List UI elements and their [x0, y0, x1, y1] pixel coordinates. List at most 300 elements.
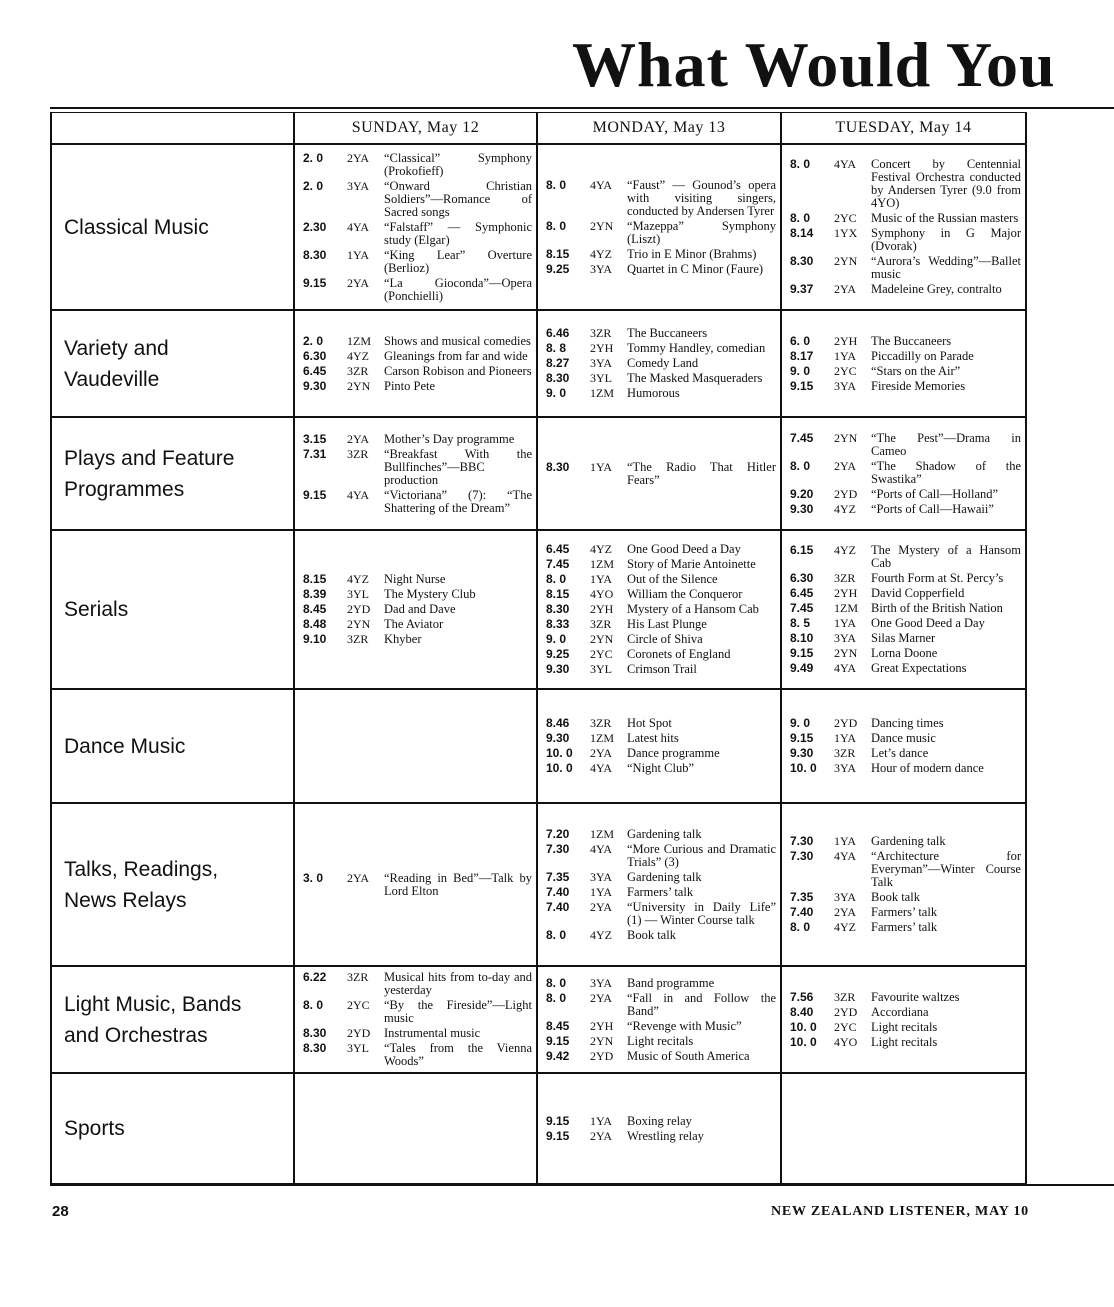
entry-station: 4YZ: [834, 920, 856, 934]
programme-entry: [303, 1027, 536, 1040]
entry-station: 4YA: [834, 661, 857, 675]
page-number: 28: [52, 1203, 69, 1220]
entry-description: “Reading in Bed”—Talk by Lord Elton: [384, 870, 532, 898]
category-cell: [52, 1074, 295, 1185]
entry-station: 2YA: [347, 431, 370, 446]
entry-station: 2YD: [834, 486, 858, 501]
programme-cell-tuesday: [782, 145, 1027, 311]
programme-entry: [546, 263, 780, 276]
entry-time: 9.30: [790, 746, 814, 760]
entry-time: 7.45: [790, 601, 814, 615]
entry-description: Music of the Russian masters: [871, 211, 1019, 225]
entry-description: “Ports of Call—Holland”: [871, 486, 999, 501]
programme-entry: [790, 747, 1025, 760]
entry-station: 2YA: [590, 746, 613, 760]
programme-entry: [303, 180, 536, 219]
entry-time: 8.15: [546, 246, 570, 261]
entry-station: 2YD: [347, 1026, 371, 1040]
programme-entry: [546, 871, 780, 884]
entry-station: 1YA: [590, 572, 613, 586]
category-label: Light Music, Bands: [64, 992, 242, 1016]
entry-time: 9.15: [546, 1113, 570, 1128]
entry-description: Farmers’ talk: [871, 905, 938, 919]
programme-entry: [790, 921, 1025, 934]
entry-description: Coronets of England: [627, 647, 731, 661]
entry-time: 8. 0: [790, 920, 811, 934]
entry-description: Concert by Centennial Festival Orchestra conducted by Andersen Tyrer (9.0 from 4YO): [871, 157, 1021, 210]
entry-description: The Mystery of a Hansom Cab: [871, 543, 1021, 570]
entry-station: 1ZM: [590, 557, 614, 571]
entry-station: 3ZR: [347, 363, 369, 378]
entry-description: Humorous: [627, 386, 680, 400]
entry-description: Shows and musical comedies: [384, 333, 531, 348]
entry-description: Favourite waltzes: [871, 989, 960, 1004]
entry-description: Book talk: [871, 890, 920, 904]
programme-entry: [546, 886, 780, 899]
programme-entry: [790, 283, 1025, 296]
entry-time: 8. 8: [546, 341, 567, 355]
programme-entry: [790, 1021, 1025, 1034]
entry-time: 6.22: [303, 970, 327, 984]
entry-time: 8. 0: [790, 458, 811, 473]
entry-time: 10. 0: [546, 761, 573, 775]
entry-time: 8.30: [303, 1026, 327, 1040]
entry-time: 7.31: [303, 446, 327, 461]
programme-entry: [790, 350, 1025, 363]
entry-station: 3YA: [590, 869, 613, 884]
programme-entry: [790, 850, 1025, 889]
entry-time: 10. 0: [790, 761, 817, 775]
page-headline: What Would You: [572, 29, 1056, 100]
entry-time: 9. 0: [790, 363, 811, 378]
category-label: Dance Music: [64, 734, 186, 758]
programme-cell-monday: [538, 311, 782, 418]
programme-entry: [303, 335, 536, 348]
entry-time: 9.25: [546, 261, 570, 276]
entry-description: Light recitals: [871, 1034, 938, 1049]
entry-time: 8.14: [790, 226, 814, 240]
programme-cell-monday: [538, 145, 782, 311]
programme-entry: [790, 212, 1025, 225]
entry-station: 2YA: [834, 458, 857, 473]
entry-station: 2YD: [834, 716, 858, 730]
programme-entry: [303, 588, 536, 601]
programme-entry: [546, 717, 780, 730]
entry-description: “The Radio That Hitler Fears”: [627, 459, 776, 487]
entry-time: 8. 5: [790, 616, 811, 630]
entry-description: David Copperfield: [871, 586, 965, 600]
entry-station: 3ZR: [834, 571, 856, 585]
entry-station: 3YA: [590, 356, 613, 370]
entry-station: 1ZM: [590, 826, 614, 841]
entry-time: 8.30: [790, 254, 814, 268]
entry-station: 2YA: [590, 990, 613, 1005]
entry-station: 2YC: [834, 211, 857, 225]
entry-time: 8.15: [303, 572, 327, 586]
category-label: Classical Music: [64, 215, 209, 239]
entry-description: Latest hits: [627, 731, 679, 745]
entry-time: 8.27: [546, 356, 570, 370]
programme-entry: [303, 380, 536, 393]
entry-time: 8.15: [546, 587, 570, 601]
entry-station: 1ZM: [834, 601, 858, 615]
programme-entry: [546, 977, 780, 990]
entry-station: 3YL: [347, 1041, 369, 1055]
programme-entry: [546, 732, 780, 745]
entry-description: Dad and Dave: [384, 602, 456, 616]
programme-entry: [790, 158, 1025, 210]
programme-cell-monday: [538, 531, 782, 690]
entry-station: 2YC: [834, 1019, 857, 1034]
entry-description: “Fall in and Follow the Band”: [627, 990, 776, 1018]
entry-time: 9. 0: [546, 632, 567, 646]
programme-entry: [546, 387, 780, 400]
entry-time: 9.49: [790, 661, 814, 675]
entry-station: 1ZM: [590, 731, 614, 745]
entry-station: 3ZR: [834, 989, 856, 1004]
entry-description: “Aurora’s Wedding”—Ballet music: [871, 254, 1021, 281]
entry-time: 7.45: [790, 430, 814, 445]
entry-description: Dance music: [871, 731, 936, 745]
entry-description: “Faust” — Gounod’s opera with visiting singers, conducted by Andersen Tyrer: [627, 177, 776, 218]
entry-station: 4YZ: [590, 246, 612, 261]
entry-time: 7.30: [790, 834, 814, 848]
programme-entry: [546, 1035, 780, 1048]
entry-station: 4YA: [834, 157, 857, 171]
entry-time: 6.45: [546, 542, 570, 556]
programme-cell-tuesday: [782, 967, 1027, 1074]
entry-description: “King Lear” Overture (Berlioz): [384, 247, 532, 275]
entry-time: 6.46: [546, 326, 570, 340]
category-cell: [52, 145, 295, 311]
entry-station: 3ZR: [347, 632, 369, 646]
entry-time: 10. 0: [790, 1019, 817, 1034]
entry-description: Boxing relay: [627, 1113, 692, 1128]
programme-entry: [546, 248, 780, 261]
programme-entry: [546, 179, 780, 218]
entry-time: 7.40: [790, 905, 814, 919]
programme-entry: [303, 573, 536, 586]
bottom-rule: [50, 1184, 1114, 1186]
programme-cell-tuesday: [782, 531, 1027, 690]
entry-description: Hot Spot: [627, 716, 672, 730]
entry-description: Symphony in G Major (Dvorak): [871, 226, 1021, 253]
entry-station: 1YA: [834, 616, 857, 630]
programme-entry: [790, 335, 1025, 348]
day-header-sunday: SUNDAY, May 12: [295, 113, 538, 145]
programme-cell-monday: [538, 418, 782, 531]
entry-time: 8.30: [303, 1041, 327, 1055]
programme-entry: [546, 543, 780, 556]
programme-entry: [546, 828, 780, 841]
entry-description: Instrumental music: [384, 1026, 481, 1040]
entry-description: Pinto Pete: [384, 378, 436, 393]
entry-description: Mother’s Day programme: [384, 431, 515, 446]
entry-description: Musical hits from to-day and yesterday: [384, 970, 532, 997]
entry-description: Piccadilly on Parade: [871, 348, 974, 363]
entry-station: 4YZ: [590, 542, 612, 556]
entry-time: 8. 0: [790, 211, 811, 225]
programme-entry: [546, 929, 780, 942]
entry-time: 8.39: [303, 587, 327, 601]
entry-station: 2YN: [347, 378, 371, 393]
entry-description: Mystery of a Hansom Cab: [627, 602, 759, 616]
entry-description: Out of the Silence: [627, 572, 718, 586]
entry-time: 6.30: [303, 348, 327, 363]
entry-time: 10. 0: [790, 1034, 817, 1049]
programme-cell-sunday: [295, 1074, 538, 1185]
entry-time: 9.30: [790, 501, 814, 516]
entry-description: Hour of modern dance: [871, 761, 984, 775]
entry-station: 1YA: [590, 1113, 613, 1128]
entry-station: 3ZR: [347, 446, 369, 461]
programme-entry: [546, 663, 780, 676]
entry-time: 7.45: [546, 557, 570, 571]
entry-time: 6.45: [790, 586, 814, 600]
entry-station: 4YA: [347, 219, 370, 234]
category-label: Vaudeville: [64, 367, 160, 391]
entry-time: 8.45: [303, 602, 327, 616]
programme-entry: [303, 489, 536, 515]
programme-entry: [790, 503, 1025, 516]
programme-entry: [790, 662, 1025, 675]
programme-entry: [790, 227, 1025, 253]
entry-description: “Revenge with Music”: [627, 1018, 742, 1033]
programme-entry: [303, 249, 536, 275]
entry-station: 1YX: [834, 226, 858, 240]
entry-description: Book talk: [627, 927, 676, 942]
entry-description: Let’s dance: [871, 746, 929, 760]
entry-station: 2YN: [590, 632, 614, 646]
entry-time: 9.30: [546, 731, 570, 745]
category-label: Variety and: [64, 336, 169, 360]
entry-description: “Architecture for Everyman”—Winter Course Talk: [871, 849, 1021, 889]
programme-entry: [790, 587, 1025, 600]
entry-description: “Stars on the Air”: [871, 363, 961, 378]
category-label: Serials: [64, 598, 129, 621]
entry-time: 7.30: [546, 841, 570, 856]
entry-station: 1YA: [590, 459, 613, 474]
entry-station: 2YH: [590, 1018, 614, 1033]
entry-description: “Ports of Call—Hawaii”: [871, 501, 994, 516]
programme-cell-tuesday: [782, 1074, 1027, 1185]
entry-description: “Tales from the Vienna Woods”: [384, 1041, 532, 1068]
programme-entry: [303, 999, 536, 1025]
programme-cell-sunday: [295, 531, 538, 690]
entry-description: Light recitals: [871, 1019, 938, 1034]
entry-time: 8. 0: [790, 157, 811, 171]
entry-description: The Aviator: [384, 617, 444, 631]
entry-description: Tommy Handley, comedian: [627, 341, 766, 355]
entry-description: Madeleine Grey, contralto: [871, 282, 1002, 296]
programme-entry: [546, 747, 780, 760]
entry-description: Circle of Shiva: [627, 632, 703, 646]
entry-description: His Last Plunge: [627, 617, 707, 631]
category-cell: [52, 531, 295, 690]
entry-time: 7.35: [790, 890, 814, 904]
entry-station: 2YA: [347, 275, 370, 290]
programme-cell-tuesday: [782, 311, 1027, 418]
entry-station: 1YA: [834, 348, 857, 363]
programme-entry: [546, 573, 780, 586]
entry-time: 8.10: [790, 631, 814, 645]
category-label: Sports: [64, 1117, 125, 1140]
programme-cell-tuesday: [782, 804, 1027, 967]
entry-station: 4YA: [590, 841, 613, 856]
entry-description: Band programme: [627, 975, 715, 990]
programme-entry: [790, 717, 1025, 730]
programme-entry: [790, 632, 1025, 645]
entry-time: 8.48: [303, 617, 327, 631]
programme-entry: [790, 991, 1025, 1004]
entry-description: “The Shadow of the Swastika”: [871, 458, 1021, 486]
entry-station: 4YO: [834, 1034, 858, 1049]
entry-description: Quartet in C Minor (Faure): [627, 261, 764, 276]
entry-description: Comedy Land: [627, 356, 699, 370]
programme-entry: [546, 357, 780, 370]
programme-entry: [790, 365, 1025, 378]
entry-description: Accordiana: [871, 1004, 929, 1019]
entry-description: The Buccaneers: [871, 333, 952, 348]
entry-station: 3YA: [834, 890, 857, 904]
entry-description: Gardening talk: [627, 869, 702, 884]
entry-description: Music of South America: [627, 1048, 750, 1063]
entry-time: 9.20: [790, 486, 814, 501]
entry-station: 2YN: [834, 646, 858, 660]
programme-entry: [790, 647, 1025, 660]
category-label: News Relays: [64, 888, 187, 912]
entry-time: 7.40: [546, 884, 570, 899]
category-label: Talks, Readings,: [64, 857, 219, 881]
programme-cell-sunday: [295, 311, 538, 418]
day-header-monday: MONDAY, May 13: [538, 113, 782, 145]
entry-station: 3YA: [347, 178, 370, 193]
entry-description: Light recitals: [627, 1033, 694, 1048]
entry-station: 2YC: [590, 647, 613, 661]
programme-entry: [303, 277, 536, 303]
programme-entry: [790, 380, 1025, 393]
entry-description: Wrestling relay: [627, 1128, 704, 1143]
entry-description: Trio in E Minor (Brahms): [627, 246, 757, 261]
programme-entry: [303, 971, 536, 997]
programme-entry: [790, 1036, 1025, 1049]
programme-entry: [790, 732, 1025, 745]
entry-station: 2YA: [590, 899, 613, 914]
programme-entry: [303, 350, 536, 363]
entry-station: 2YN: [590, 218, 614, 233]
entry-station: 2YN: [834, 254, 858, 268]
entry-description: “Night Club”: [627, 761, 695, 775]
publication-footer: NEW ZEALAND LISTENER, MAY 10: [771, 1204, 1029, 1219]
entry-time: 8. 0: [546, 990, 567, 1005]
programme-entry: [546, 901, 780, 927]
programme-entry: [546, 843, 780, 869]
entry-description: Birth of the British Nation: [871, 601, 1003, 615]
entry-description: “University in Daily Life” (1) — Winter Course talk: [627, 899, 776, 927]
entry-description: Story of Marie Antoinette: [627, 557, 756, 571]
entry-time: 7.20: [546, 826, 570, 841]
entry-time: 8. 0: [546, 218, 567, 233]
programme-entry: [546, 1050, 780, 1063]
entry-time: 8.46: [546, 716, 570, 730]
entry-time: 9.30: [303, 378, 327, 393]
programme-entry: [303, 433, 536, 446]
programme-cell-sunday: [295, 690, 538, 804]
entry-description: One Good Deed a Day: [627, 542, 741, 556]
programme-entry: [303, 633, 536, 646]
entry-description: “More Curious and Dramatic Trials” (3): [627, 841, 776, 869]
entry-station: 3YA: [590, 261, 613, 276]
entry-station: 3YA: [590, 975, 613, 990]
programme-grid: [50, 112, 1027, 1185]
programme-entry: [546, 603, 780, 616]
entry-station: 2YN: [834, 430, 858, 445]
entry-time: 8.30: [546, 459, 570, 474]
entry-time: 9.15: [546, 1128, 570, 1143]
programme-cell-sunday: [295, 804, 538, 967]
programme-entry: [790, 255, 1025, 281]
programme-entry: [546, 558, 780, 571]
entry-time: 9.15: [790, 646, 814, 660]
entry-station: 4YZ: [590, 927, 612, 942]
entry-description: Farmers’ talk: [627, 884, 694, 899]
entry-time: 9.42: [546, 1048, 570, 1063]
programme-entry: [790, 460, 1025, 486]
entry-description: Carson Robison and Pioneers: [384, 363, 532, 378]
entry-time: 2. 0: [303, 333, 324, 348]
entry-station: 3YL: [590, 662, 612, 676]
entry-description: Fireside Memories: [871, 378, 966, 393]
programme-cell-monday: [538, 804, 782, 967]
programme-entry: [546, 342, 780, 355]
entry-time: 6. 0: [790, 333, 811, 348]
entry-time: 9.15: [303, 487, 327, 502]
entry-station: 2YN: [590, 1033, 614, 1048]
programme-entry: [790, 1006, 1025, 1019]
programme-entry: [790, 572, 1025, 585]
category-cell: [52, 690, 295, 804]
entry-time: 8. 0: [546, 177, 567, 192]
entry-station: 2YH: [834, 333, 858, 348]
entry-description: “Falstaff” — Symphonic study (Elgar): [384, 219, 532, 247]
entry-station: 2YD: [347, 602, 371, 616]
entry-station: 3YL: [590, 371, 612, 385]
category-label: and Orchestras: [64, 1023, 208, 1047]
entry-station: 1YA: [347, 247, 370, 262]
entry-station: 1YA: [834, 834, 857, 848]
programme-cell-sunday: [295, 967, 538, 1074]
entry-station: 2YA: [347, 870, 370, 885]
entry-station: 3YA: [834, 761, 857, 775]
entry-station: 2YD: [590, 1048, 614, 1063]
entry-station: 4YO: [590, 587, 614, 601]
programme-cell-monday: [538, 967, 782, 1074]
entry-description: Khyber: [384, 632, 422, 646]
entry-station: 3YA: [834, 631, 857, 645]
entry-description: The Buccaneers: [627, 326, 708, 340]
programme-entry: [790, 488, 1025, 501]
entry-description: Dancing times: [871, 716, 944, 730]
entry-description: Farmers’ talk: [871, 920, 938, 934]
entry-time: 2.30: [303, 219, 327, 234]
entry-station: 4YZ: [347, 348, 369, 363]
category-cell: [52, 311, 295, 418]
programme-entry: [546, 1130, 780, 1143]
programme-entry: [546, 1020, 780, 1033]
entry-time: 2. 0: [303, 178, 324, 193]
entry-station: 3ZR: [347, 970, 369, 984]
entry-time: 8.45: [546, 1018, 570, 1033]
